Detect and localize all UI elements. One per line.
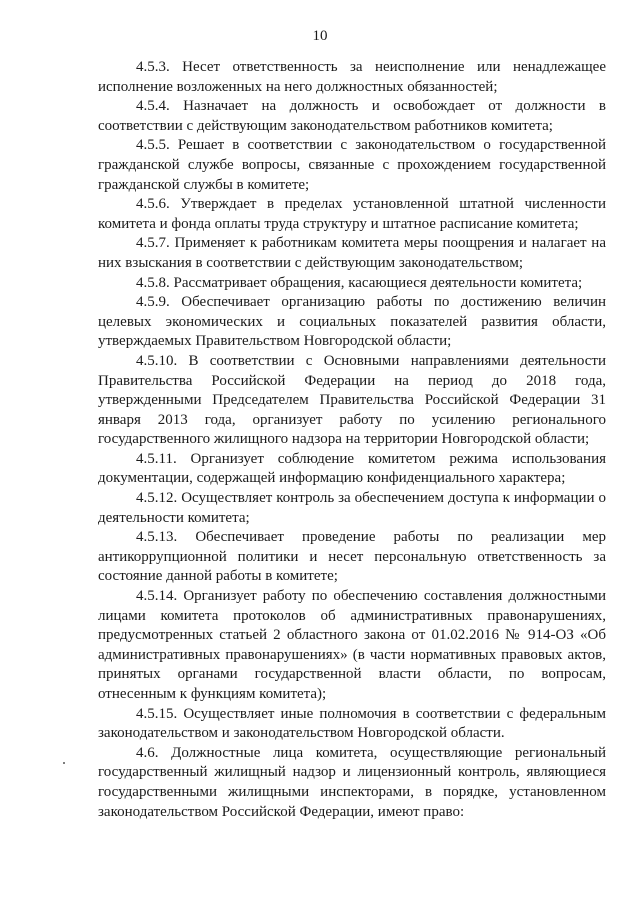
page-number: 10 [312,28,328,44]
paragraph-4-5-12: 4.5.12. Осуществляет контроль за обеспечением доступа к информации о деятельности комитета; [98,490,606,526]
paragraph-4-5-4: 4.5.4. Назначает на должность и освобождает от должности в соответствии с действующим законодательством работников комитета; [98,98,606,134]
paragraph-4-5-10: 4.5.10. В соответствии с Основными направлениями деятельности Правительства Российской Федерации на период до 2018 года, утвержденными Председателем Правительства Российской Федерации 31 января 2013 года, организует работу по усилению регионального государственного жилищного надзора на территории Новгородской области; [98,352,606,448]
paragraph-4-5-8: 4.5.8. Рассматривает обращения, касающиеся деятельности комитета; [136,274,583,291]
paragraph-4-6: 4.6. Должностные лица комитета, осуществляющие региональный государственный жилищный надзор и лицензионный контроль, являющиеся государственными жилищными инспекторами, в порядке, установленном законодательством Российской Федерации, имеют право: [98,744,606,820]
paragraph-4-5-15: 4.5.15. Осуществляет иные полномочия в соответствии с федеральным законодательством и законодательством Новгородской области. [98,705,606,742]
paragraph-4-5-5: 4.5.5. Решает в соответствии с законодательством о государственной гражданской службе вопросы, связанные с прохождением государственной гражданской службы в комитете; [98,137,606,193]
paragraph-4-5-13: 4.5.13. Обеспечивает проведение работы по реализации мер антикоррупционной политики и несет персональную ответственность за состояние данной работы в комитете; [98,529,606,585]
document-body [98,58,606,822]
paragraph-4-5-9: 4.5.9. Обеспечивает организацию работы по достижению величин целевых экономических и социальных показателей развития области, утверждаемых Правительством Новгородской области; [98,294,606,350]
paragraph-4-5-7: 4.5.7. Применяет к работникам комитета меры поощрения и налагает на них взыскания в соответствии с действующим законодательством; [98,235,606,271]
scan-dot-mark [63,762,65,764]
paragraph-4-5-14: 4.5.14. Организует работу по обеспечению составления должностными лицами комитета протоколов об административных правонарушениях, предусмотренных статьей 2 областного закона от 01.02.2016 № 914-ОЗ «Об административных правонарушениях» (в части нормативных правовых актов, принятых органами государственной власти области, по вопросам, отнесенным к функциям комитета); [98,588,606,702]
paragraph-4-5-3: 4.5.3. Несет ответственность за неисполнение или ненадлежащее исполнение возложенных на него должностных обязанностей; [98,59,606,95]
paragraph-4-5-11: 4.5.11. Организует соблюдение комитетом режима использования документации, содержащей информацию конфиденциального характера; [98,450,606,487]
paragraph-4-5-6: 4.5.6. Утверждает в пределах установленной штатной численности комитета и фонда оплаты труда структуру и штатное расписание комитета; [98,196,606,232]
